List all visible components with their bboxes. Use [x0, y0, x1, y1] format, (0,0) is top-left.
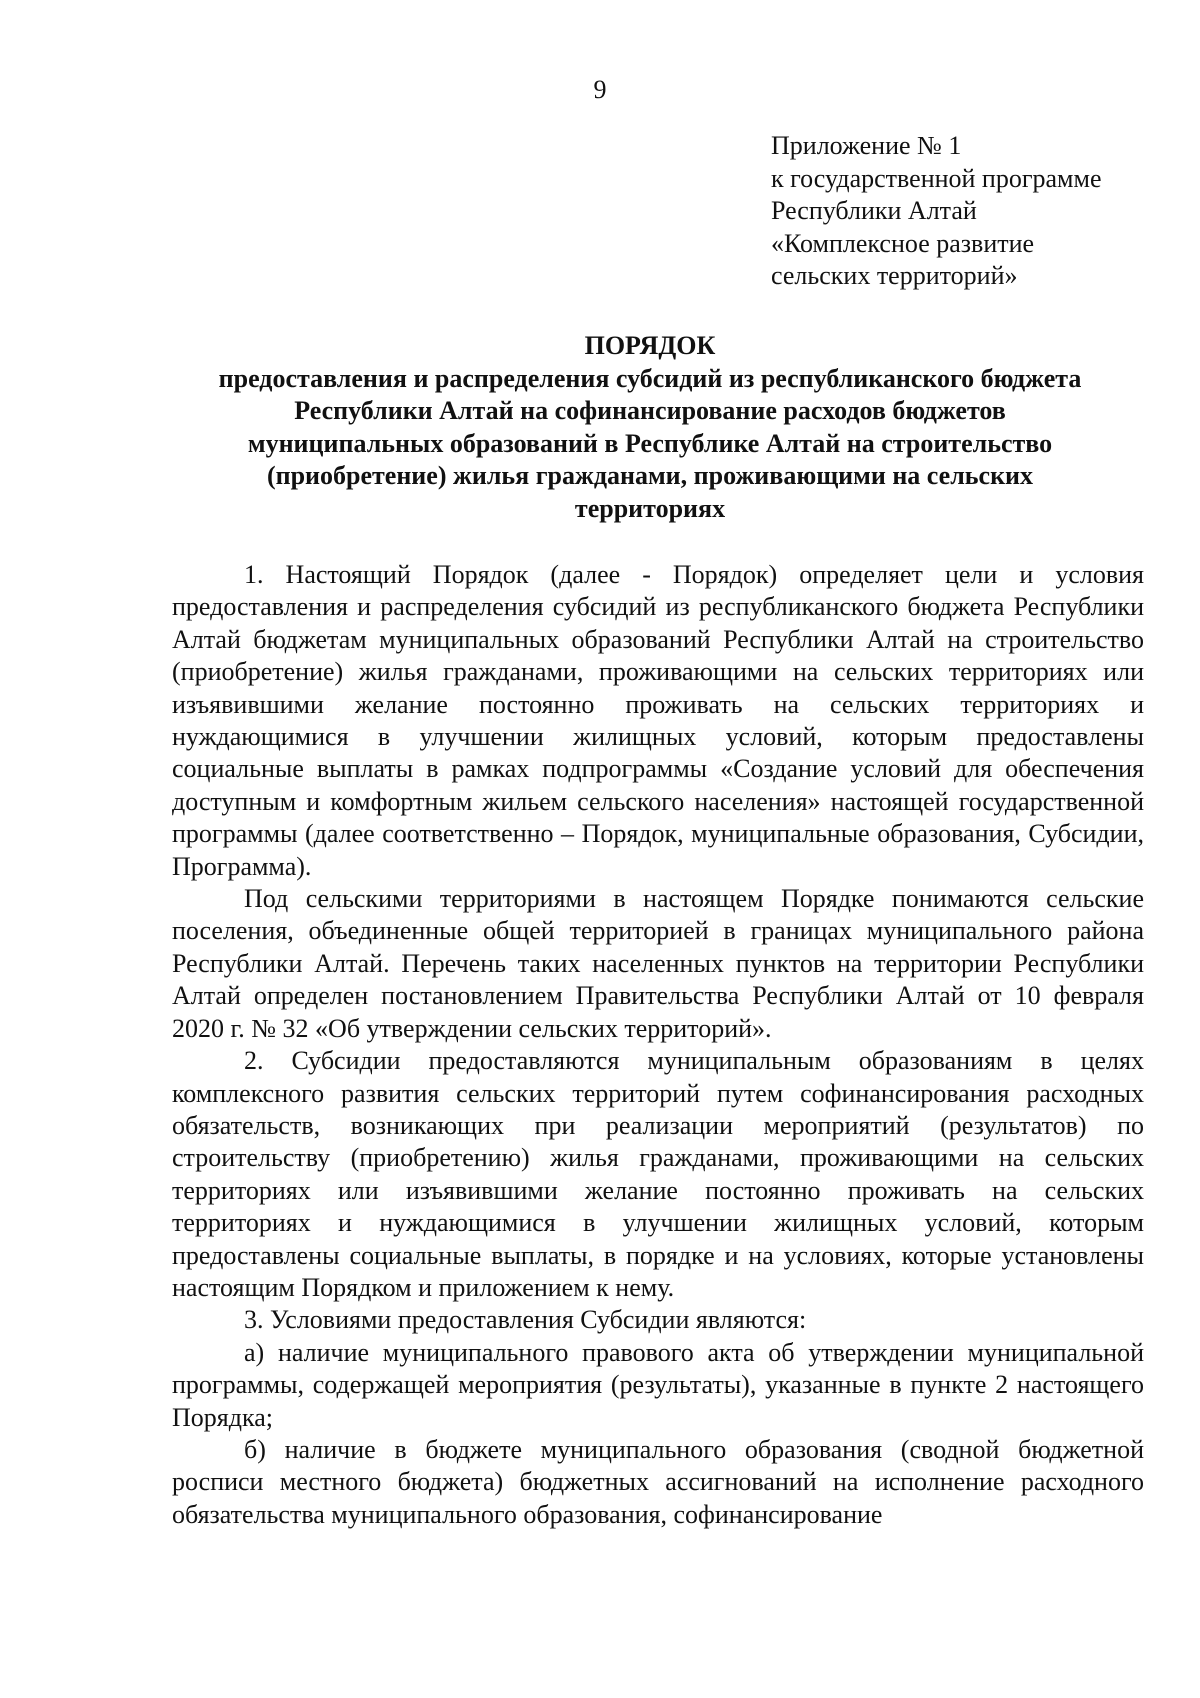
paragraph-6: б) наличие в бюджете муниципального образования (сводной бюджетной росписи местного бюджета) бюджетных ассигнований на исполнение расходного обязательства муниципального образования, софинансирование	[172, 1434, 1144, 1529]
appendix-reference	[771, 130, 1171, 293]
appendix-line: к государственной программе	[771, 163, 1102, 193]
paragraph-5: а) наличие муниципального правового акта об утверждении муниципальной программы, содержащей мероприятия (результаты), указанные в пункте 2 настоящего Порядка;	[172, 1337, 1144, 1432]
appendix-line: Республики Алтай	[771, 196, 977, 225]
title-subtitle-line: территориях	[574, 493, 726, 523]
appendix-line: Приложение № 1	[771, 131, 962, 160]
title-subtitle-line: предоставления и распределения субсидий из республиканского бюджета	[218, 363, 1082, 393]
title-heading: ПОРЯДОК	[584, 331, 716, 360]
paragraph-2: Под сельскими территориями в настоящем Порядке понимаются сельские поселения, объединенные общей территорией в границах муниципального района Республики Алтай. Перечень таких населенных пунктов на территории Республики Алтай определен постановлением Правительства Республики Алтай от 10 февраля 2020 г. № 32 «Об утверждении сельских территорий».	[172, 884, 1144, 1043]
appendix-line: сельских территорий»	[771, 261, 1018, 290]
document-body	[172, 559, 1144, 1531]
paragraph-3: 2. Субсидии предоставляются муниципальным образованиям в целях комплексного развития сельских территорий путем софинансирования расходных обязательств, возникающих при реализации мероприятий (результатов) по строительству (приобретению) жилья гражданами, проживающими на сельских территориях или изъявившими желание постоянно проживать на сельских территориях и нуждающимися в улучшении жилищных условий, которым предоставлены социальные выплаты, в порядке и на условиях, которые установлены настоящим Порядком и приложением к нему.	[172, 1046, 1144, 1302]
paragraph-4: 3. Условиями предоставления Субсидии являются:	[244, 1305, 807, 1335]
page-number: 9	[593, 75, 607, 104]
title-subtitle-line: (приобретение) жилья гражданами, проживающими на сельских	[266, 461, 1034, 490]
paragraph-1: 1. Настоящий Порядок (далее - Порядок) определяет цели и условия предоставления и распределения субсидий из республиканского бюджета Республики Алтай бюджетам муниципальных образований Республики Алтай на строительство (приобретение) жилья гражданами, проживающими на сельских территориях или изъявившими желание постоянно проживать на сельских территориях и нуждающимися в улучшении жилищных условий, которым предоставлены социальные выплаты в рамках подпрограммы «Создание условий для обеспечения доступным и комфортным жильем сельского населения» настоящей государственной программы (далее соответственно – Порядок, муниципальные образования, Субсидии, Программа).	[172, 560, 1144, 881]
title-subtitle-line: муниципальных образований в Республике Алтай на строительство	[247, 428, 1053, 458]
document-title	[160, 330, 1140, 525]
appendix-line: «Комплексное развитие	[771, 228, 1035, 258]
title-subtitle-line: Республики Алтай на софинансирование расходов бюджетов	[294, 396, 1006, 425]
